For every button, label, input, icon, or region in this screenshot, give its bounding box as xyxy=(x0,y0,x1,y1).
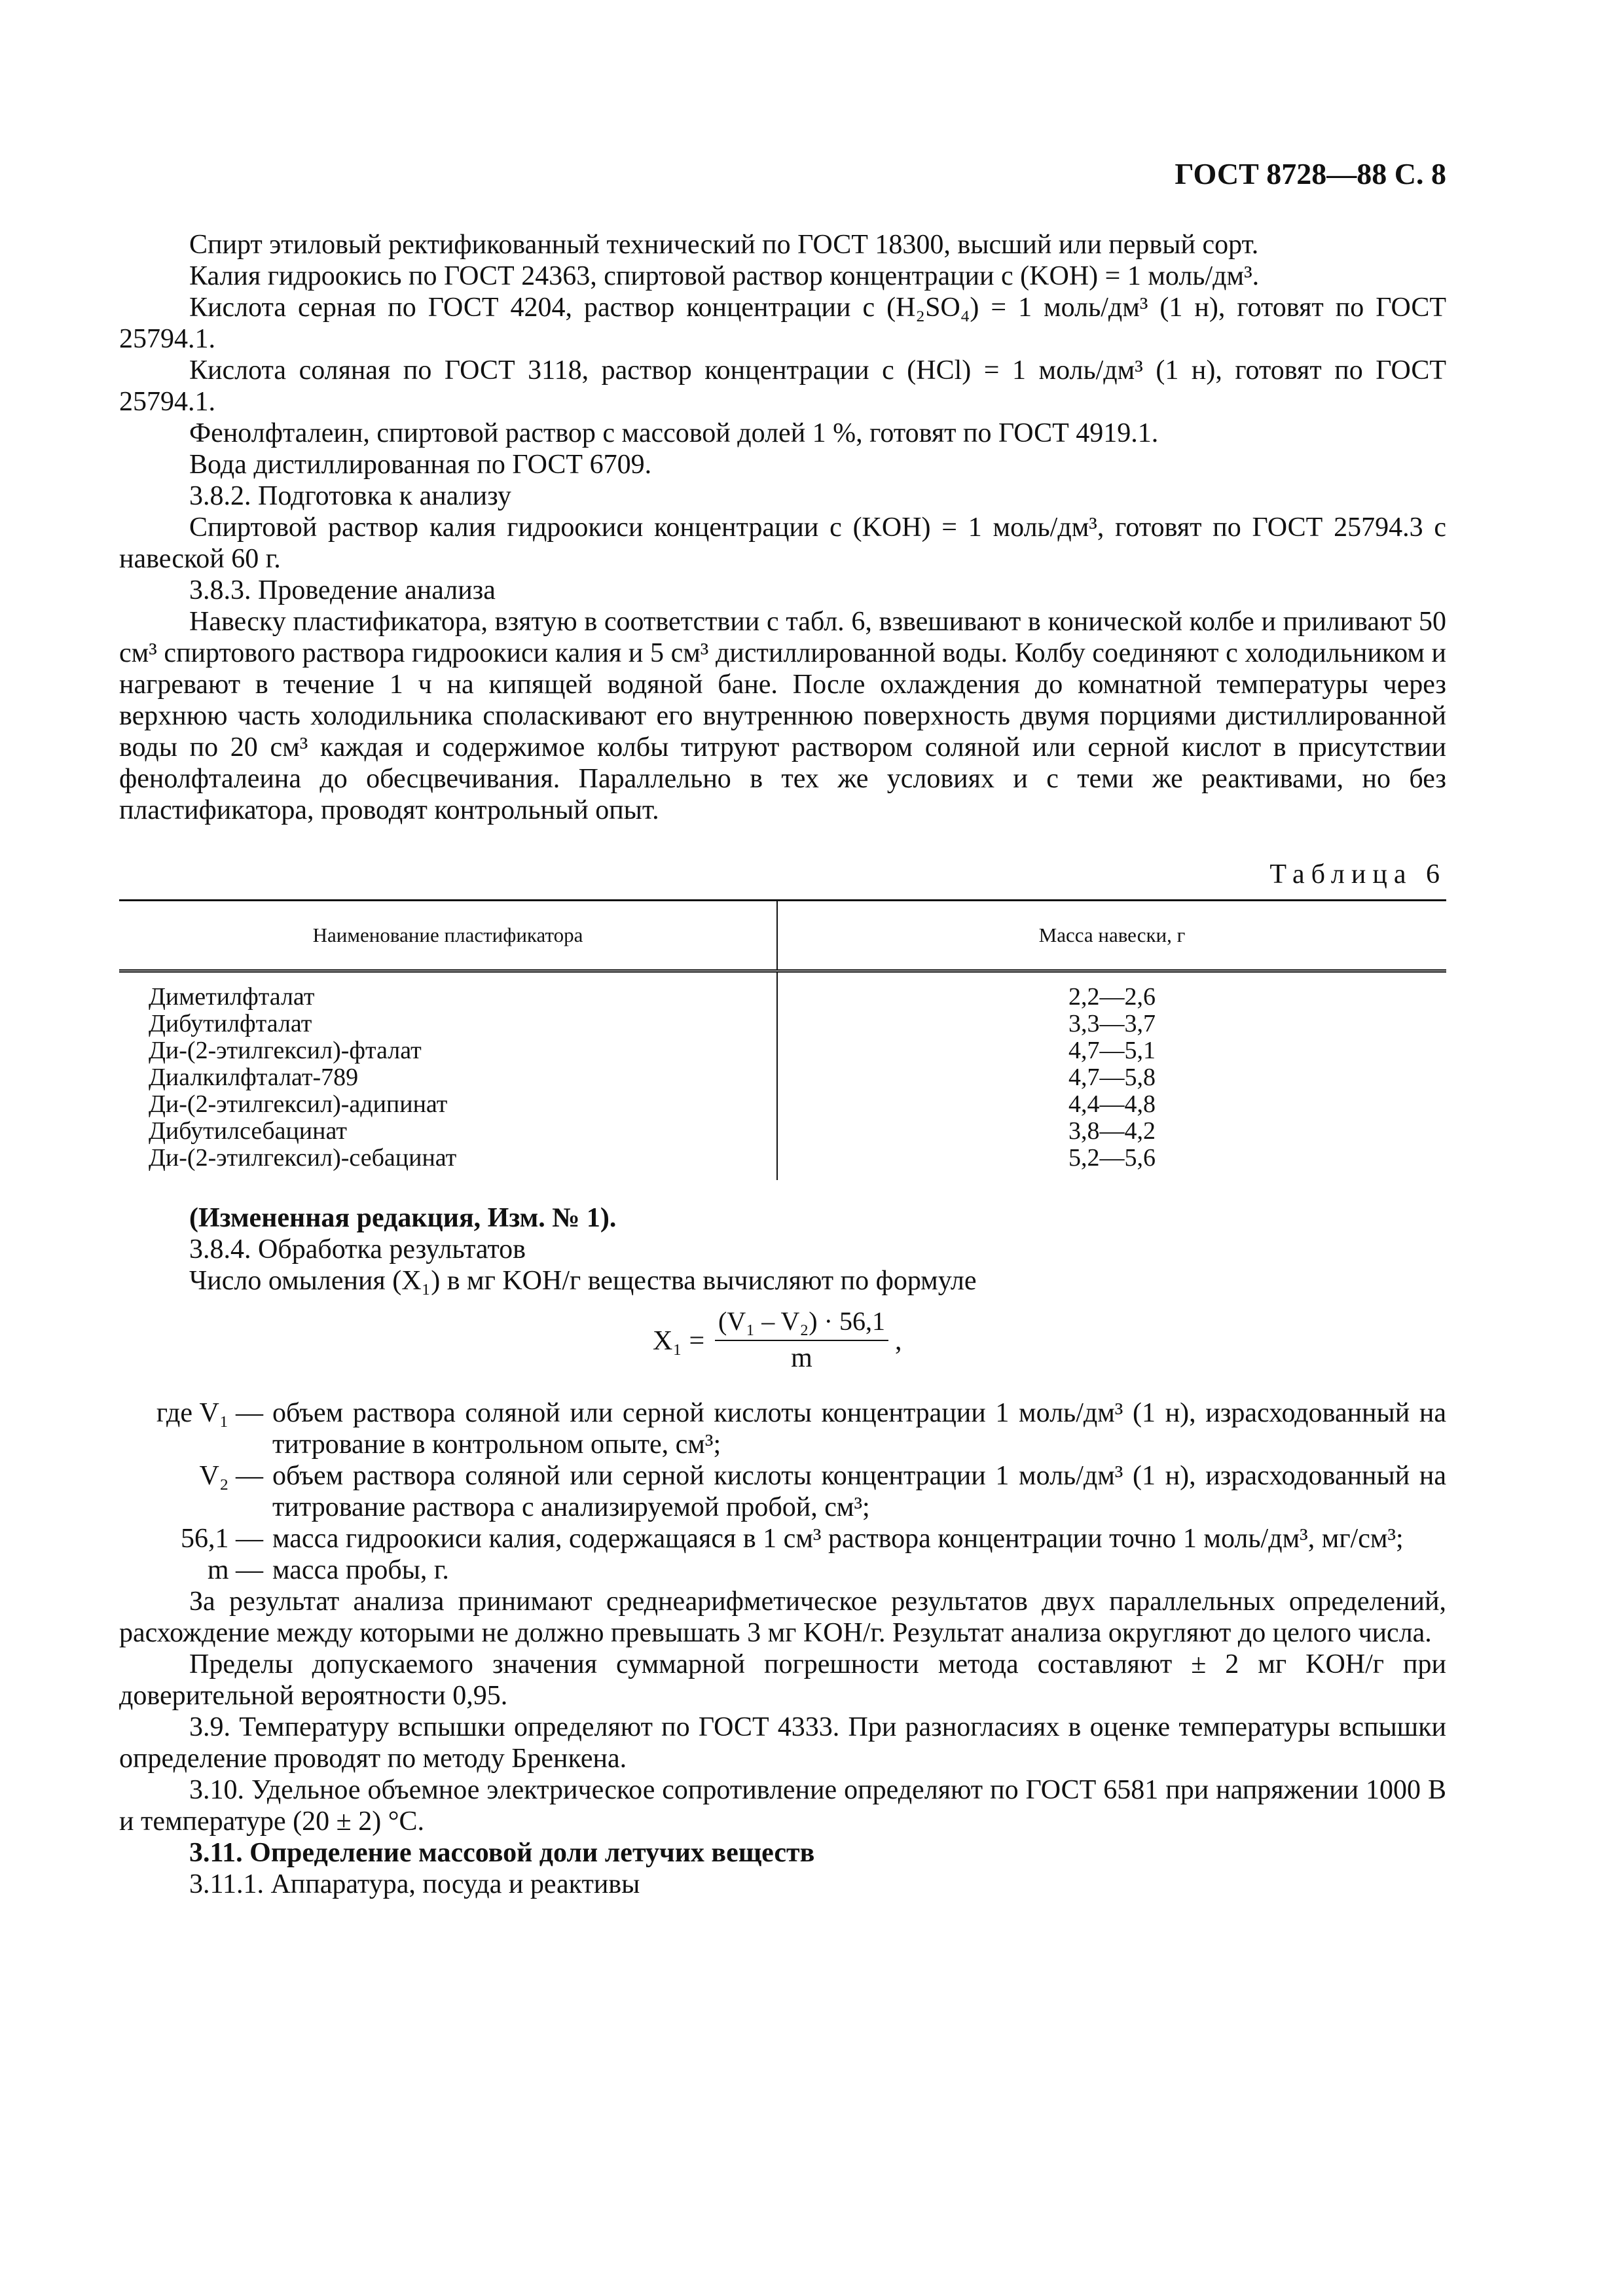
section-3-9: 3.9. Температуру вспышки определяют по ГОСТ 4333. При разногласиях в оценке температуры вспышки определение проводят по методу Бренкена. xyxy=(119,1712,1446,1774)
paragraph-phenolphthalein: Фенолфталеин, спиртовой раствор с массовой долей 1 %, готовят по ГОСТ 4919.1. xyxy=(189,418,1159,448)
where-label: V₂ — xyxy=(199,1461,263,1491)
section-3-8-4-heading: 3.8.4. Обработка результатов xyxy=(189,1234,526,1265)
where-label: m — xyxy=(207,1555,263,1585)
table-cell-name: Ди-(2-этилгексил)-себацинат xyxy=(149,1144,457,1172)
table-cell-mass: 3,8—4,2 xyxy=(1068,1117,1156,1145)
table-mass-column xyxy=(777,971,1446,1181)
section-3-11-1-heading: 3.11.1. Аппаратура, посуда и реактивы xyxy=(189,1869,640,1899)
document-body xyxy=(119,229,1446,1900)
paragraph-error-limits: Пределы допускаемого значения суммарной погрешности метода составляют ± 2 мг KOH/г при доверительной вероятности 0,95. xyxy=(119,1649,1446,1711)
formula-tail: , xyxy=(895,1326,902,1356)
section-3-8-2-heading: 3.8.2. Подготовка к анализу xyxy=(189,481,511,511)
where-item-v1 xyxy=(119,1397,1446,1460)
where-item-m xyxy=(119,1554,1446,1586)
table-cell-name: Дибутилфталат xyxy=(149,1010,312,1037)
paragraph-sulfuric-acid: Кислота серная по ГОСТ 4204, раствор концентрации c (H₂SO₄) = 1 моль/дм³ (1 н), готовят по ГОСТ 25794.1. xyxy=(119,293,1446,354)
table-caption: Таблица 6 xyxy=(1269,859,1446,889)
table-cell-mass: 5,2—5,6 xyxy=(1068,1144,1156,1172)
formula-fraction xyxy=(715,1306,888,1374)
paragraph-result: За результат анализа принимают среднеарифметическое результатов двух параллельных определений, расхождение между которыми не должно превышать 3 мг KOH/г. Результат анализа округляют до целого числа. xyxy=(119,1587,1446,1648)
table-cell-mass: 3,3—3,7 xyxy=(1068,1010,1156,1037)
table-cell-name: Диметилфталат xyxy=(149,983,315,1011)
table-names-column xyxy=(119,971,777,1181)
where-label: где V₁ — xyxy=(156,1398,263,1428)
table-cell-name: Диалкилфталат-789 xyxy=(149,1064,359,1091)
table-cell-mass: 2,2—2,6 xyxy=(1068,983,1156,1011)
page-header: ГОСТ 8728—88 С. 8 xyxy=(1175,157,1446,190)
where-text: объем раствора соляной или серной кислоты концентрации 1 моль/дм³ (1 н), израсходованный на титрование в контрольном опыте, см³; xyxy=(272,1398,1446,1460)
where-text: масса гидроокиси калия, содержащаяся в 1 см³ раствора концентрации точно 1 моль/дм³, мг/см³; xyxy=(272,1524,1404,1554)
where-item-v2 xyxy=(119,1460,1446,1523)
paragraph-koh: Калия гидроокись по ГОСТ 24363, спиртовой раствор концентрации c (KOH) = 1 моль/дм³. xyxy=(189,261,1260,291)
table-header-row xyxy=(119,901,1446,971)
paragraph-water: Вода дистиллированная по ГОСТ 6709. xyxy=(189,450,652,480)
table-cell-mass: 4,7—5,8 xyxy=(1068,1064,1156,1091)
section-3-11-heading: 3.11. Определение массовой доли летучих веществ xyxy=(189,1838,815,1868)
table-cell-name: Дибутилсебацинат xyxy=(149,1117,347,1145)
formula-denominator: m xyxy=(791,1343,812,1373)
table-cell-mass: 4,7—5,1 xyxy=(1068,1037,1156,1064)
paragraph-hydrochloric-acid: Кислота соляная по ГОСТ 3118, раствор концентрации c (HCl) = 1 моль/дм³ (1 н), готовят по ГОСТ 25794.1. xyxy=(119,355,1446,417)
formula-numerator: (V₁ – V₂) · 56,1 xyxy=(715,1306,888,1341)
table-cell-mass: 4,4—4,8 xyxy=(1068,1090,1156,1118)
section-3-10: 3.10. Удельное объемное электрическое сопротивление определяют по ГОСТ 6581 при напряжении 1000 В и температуре (20 ± 2) °С. xyxy=(119,1775,1446,1837)
table-body-row xyxy=(119,971,1446,1181)
table-cell-name: Ди-(2-этилгексил)-фталат xyxy=(149,1037,422,1064)
amendment-note: (Измененная редакция, Изм. № 1). xyxy=(189,1203,617,1233)
table-header-mass: Масса навески, г xyxy=(777,901,1446,971)
table-cell-name: Ди-(2-этилгексил)-адипинат xyxy=(149,1090,448,1118)
paragraph-saponification: Число омыления (X₁) в мг KOH/г вещества вычисляют по формуле xyxy=(189,1266,977,1296)
where-item-56-1 xyxy=(119,1523,1446,1554)
saponification-formula xyxy=(119,1306,1446,1378)
table-6 xyxy=(119,899,1446,1180)
where-text: объем раствора соляной или серной кислоты концентрации 1 моль/дм³ (1 н), израсходованный на титрование раствора с анализируемой пробой, см³; xyxy=(272,1461,1446,1522)
paragraph-koh-solution: Спиртовой раствор калия гидроокиси концентрации c (KOH) = 1 моль/дм³, готовят по ГОСТ 25794.3 с навеской 60 г. xyxy=(119,512,1446,574)
formula-lhs: X₁ = xyxy=(653,1326,705,1356)
paragraph-ethanol: Спирт этиловый ректификованный технический по ГОСТ 18300, высший или первый сорт. xyxy=(189,230,1259,260)
section-3-8-3-heading: 3.8.3. Проведение анализа xyxy=(189,575,496,605)
where-label: 56,1 — xyxy=(181,1524,263,1554)
where-text: масса пробы, г. xyxy=(272,1555,449,1585)
paragraph-analysis-procedure: Навеску пластификатора, взятую в соответствии с табл. 6, взвешивают в конической колбе и приливают 50 см³ спиртового раствора гидроокиси калия и 5 см³ дистиллированной воды. Колбу соединяют с холодильником и нагревают в течение 1 ч на кипящей водяной бане. После охлаждения до комнатной температуры через верхнюю часть холодильника споласкивают его внутреннюю поверхность двумя порциями дистиллированной воды по 20 см³ каждая и содержимое колбы титруют раствором соляной или серной кислот в присутствии фенолфталеина до обесцвечивания. Параллельно в тех же условиях и с теми же реактивами, но без пластификатора, проводят контрольный опыт. xyxy=(119,607,1446,825)
table-header-name: Наименование пластификатора xyxy=(119,901,777,971)
